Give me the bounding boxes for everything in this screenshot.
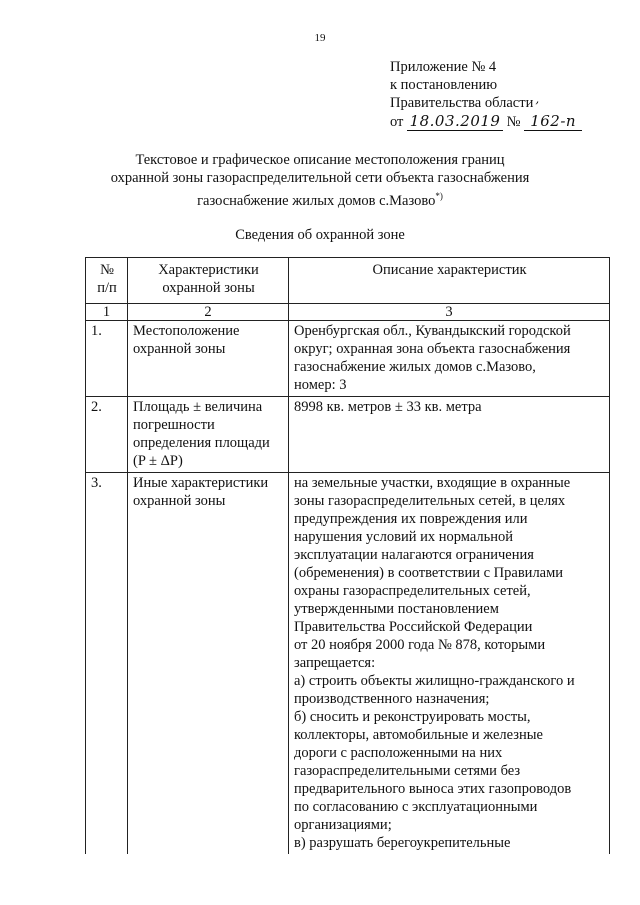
section-title: Сведения об охранной зоне — [235, 227, 405, 243]
appendix-line-2: к постановлению — [390, 77, 498, 93]
document-title — [0, 151, 640, 210]
date-prefix: от — [390, 114, 404, 130]
table-row — [86, 473, 610, 855]
header-description: Описание характеристик — [289, 258, 610, 304]
row-num: 1. — [86, 321, 128, 397]
table-row — [86, 321, 610, 397]
row-description: на земельные участки, входящие в охранные зоны газораспределительных сетей, в целях предупреждения их повреждения или нарушения условий их нормальной эксплуатации налагаются ограничения (обременения) в соответствии с Правилами охраны газораспределительных сетей, утвержденными постановлением Правительства Российской Федерации от 20 ноября 2000 года № 878, которыми запрещается: а) строить объекты жилищно-гражданского и производственного назначения; б) сносить и реконструировать мосты, коллекторы, автомобильные и железные дороги с расположенными на них газораспределительными сетями без предварительного выноса этих газопроводов по согласованию с эксплуатационными организациями; в) разрушать берегоукрепительные — [289, 473, 610, 855]
title-line-3 — [0, 187, 640, 210]
column-number-row — [86, 304, 610, 321]
row-description: Оренбургская обл., Кувандыкский городской округ; охранная зона объекта газоснабжения газоснабжение жилых домов с.Мазово, номер: 3 — [289, 321, 610, 397]
appendix-line-3 — [390, 94, 582, 112]
row-characteristic: Иные характеристики охранной зоны — [128, 473, 289, 855]
row-num: 2. — [86, 397, 128, 473]
row-description: 8998 кв. метров ± 33 кв. метра — [289, 397, 610, 473]
appendix-line-3-text: Правительства области — [390, 95, 534, 111]
row-characteristic: Местоположение охранной зоны — [128, 321, 289, 397]
column-number: 3 — [289, 304, 610, 321]
appendix-line-1: Приложение № 4 — [390, 59, 497, 75]
number-sign: № — [506, 114, 521, 130]
footnote-mark: *) — [435, 191, 443, 201]
handwritten-number: 162-п — [524, 112, 582, 131]
column-number: 2 — [128, 304, 289, 321]
page-number: 19 — [314, 32, 326, 44]
table-header-row — [86, 258, 610, 304]
column-number: 1 — [86, 304, 128, 321]
handwritten-comma: , — [535, 92, 540, 106]
table-row — [86, 397, 610, 473]
title-line-2: охранной зоны газораспределительной сети объекта газоснабжения — [110, 170, 530, 186]
row-characteristic: Площадь ± величина погрешности определения площади (P ± ΔP) — [128, 397, 289, 473]
header-characteristics: Характеристики охранной зоны — [128, 258, 289, 304]
header-num: № п/п — [86, 258, 128, 304]
handwritten-date: 18.03.2019 — [407, 112, 503, 131]
row-num: 3. — [86, 473, 128, 855]
title-line-1: Текстовое и графическое описание местоположения границ — [135, 152, 505, 168]
appendix-block — [390, 58, 582, 131]
zone-table — [85, 257, 610, 854]
title-line-3-text: газоснабжение жилых домов с.Мазово — [197, 192, 436, 209]
appendix-date-line — [390, 112, 582, 131]
